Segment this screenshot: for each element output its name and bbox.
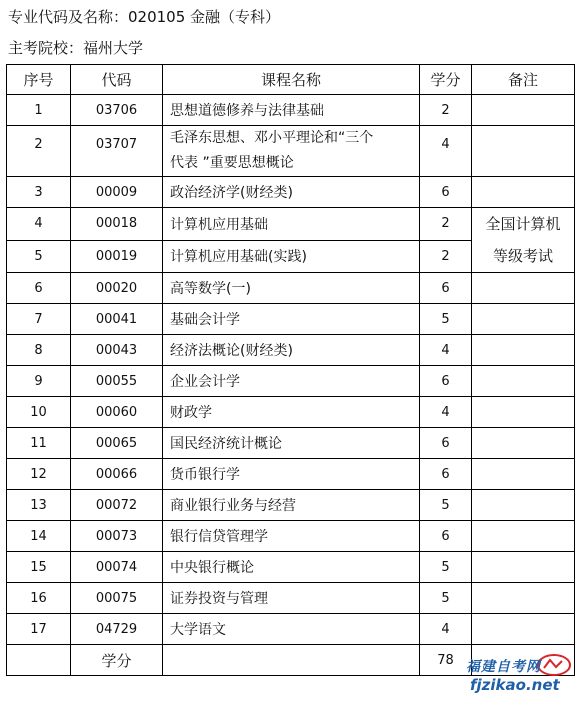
row-note — [472, 126, 575, 177]
row-code: 00009 — [71, 177, 163, 208]
stamp-logo-icon — [536, 652, 572, 678]
row-credits: 4 — [420, 126, 472, 177]
row-credits: 6 — [420, 459, 472, 490]
row-code: 03707 — [71, 126, 163, 177]
note-line: 等级考试 — [492, 247, 553, 265]
row-course-name: 大学语文 — [163, 614, 420, 645]
exam-school: 主考院校：福州大学 — [8, 39, 144, 57]
row-course-name: 中央银行概论 — [163, 552, 420, 583]
row-note — [472, 177, 575, 208]
row-credits: 5 — [420, 304, 472, 335]
table-row — [7, 428, 575, 459]
row-course-name: 商业银行业务与经营 — [163, 490, 420, 521]
row-no: 14 — [7, 521, 71, 552]
row-course-name: 国民经济统计概论 — [163, 428, 420, 459]
row-code: 00043 — [71, 335, 163, 366]
row-no: 2 — [7, 126, 71, 177]
row-course-name: 企业会计学 — [163, 366, 420, 397]
row-credits: 6 — [420, 366, 472, 397]
table-row — [7, 614, 575, 645]
row-course-name: 高等数学(一) — [163, 273, 420, 304]
table-row — [7, 177, 575, 208]
col-header-name: 课程名称 — [163, 65, 420, 95]
row-no: 11 — [7, 428, 71, 459]
row-credits: 2 — [420, 208, 472, 241]
row-course-name: 证券投资与管理 — [163, 583, 420, 614]
row-no: 10 — [7, 397, 71, 428]
row-note — [472, 366, 575, 397]
row-note — [472, 397, 575, 428]
row-no: 3 — [7, 177, 71, 208]
row-code: 04729 — [71, 614, 163, 645]
course-name-line: 代表 ”重要思想概论 — [170, 155, 294, 171]
total-label: 学分 — [71, 645, 163, 676]
row-credits: 6 — [420, 521, 472, 552]
table-row — [7, 397, 575, 428]
note-line: 全国计算机 — [485, 215, 561, 233]
row-no: 15 — [7, 552, 71, 583]
row-code: 00073 — [71, 521, 163, 552]
row-code: 03706 — [71, 95, 163, 126]
row-no: 6 — [7, 273, 71, 304]
row-code: 00066 — [71, 459, 163, 490]
row-credits: 6 — [420, 273, 472, 304]
row-no: 8 — [7, 335, 71, 366]
row-note — [472, 335, 575, 366]
row-credits: 5 — [420, 552, 472, 583]
row-course-name: 财政学 — [163, 397, 420, 428]
row-credits: 4 — [420, 397, 472, 428]
row-course-name: 基础会计学 — [163, 304, 420, 335]
row-course-name — [163, 126, 420, 177]
row-course-name: 经济法概论(财经类) — [163, 335, 420, 366]
row-note — [472, 521, 575, 552]
row-note — [472, 583, 575, 614]
row-code: 00060 — [71, 397, 163, 428]
row-note — [472, 459, 575, 490]
row-credits: 2 — [420, 240, 472, 273]
course-name-line: 毛泽东思想、邓小平理论和“三个 — [170, 130, 374, 146]
row-course-name: 货币银行学 — [163, 459, 420, 490]
col-header-code: 代码 — [71, 65, 163, 95]
row-course-name: 政治经济学(财经类) — [163, 177, 420, 208]
row-code: 00055 — [71, 366, 163, 397]
row-note — [472, 273, 575, 304]
table-row — [7, 583, 575, 614]
row-credits: 6 — [420, 428, 472, 459]
row-code: 00018 — [71, 208, 163, 241]
row-course-name: 计算机应用基础 — [163, 208, 420, 241]
row-credits: 4 — [420, 614, 472, 645]
col-header-credits: 学分 — [420, 65, 472, 95]
table-row — [7, 521, 575, 552]
row-code: 00041 — [71, 304, 163, 335]
row-note — [472, 552, 575, 583]
table-row — [7, 126, 575, 177]
row-note — [472, 304, 575, 335]
row-no: 4 — [7, 208, 71, 241]
watermark-url: fjzikao.net — [470, 676, 560, 694]
row-credits: 5 — [420, 583, 472, 614]
site-watermark — [448, 650, 578, 706]
table-row — [7, 208, 575, 241]
row-no: 1 — [7, 95, 71, 126]
row-note — [472, 95, 575, 126]
row-no: 7 — [7, 304, 71, 335]
row-code: 00075 — [71, 583, 163, 614]
watermark-title: 福建自考网 — [466, 659, 541, 675]
table-row — [7, 552, 575, 583]
row-note — [472, 490, 575, 521]
row-code: 00020 — [71, 273, 163, 304]
row-course-name: 思想道德修养与法律基础 — [163, 95, 420, 126]
row-no: 5 — [7, 240, 71, 273]
row-credits: 2 — [420, 95, 472, 126]
row-note — [472, 428, 575, 459]
total-blank-cell — [7, 645, 71, 676]
total-blank-cell — [163, 645, 420, 676]
table-row — [7, 335, 575, 366]
row-course-name: 银行信贷管理学 — [163, 521, 420, 552]
total-credits: 78 — [420, 645, 472, 676]
major-title: 专业代码及名称：020105 金融（专科） — [8, 8, 281, 26]
row-course-name: 计算机应用基础(实践) — [163, 240, 420, 273]
table-row — [7, 95, 575, 126]
row-no: 13 — [7, 490, 71, 521]
row-no: 9 — [7, 366, 71, 397]
table-row — [7, 459, 575, 490]
row-no: 12 — [7, 459, 71, 490]
table-row — [7, 273, 575, 304]
row-code: 00065 — [71, 428, 163, 459]
computer-exam-note — [472, 208, 575, 273]
table-row — [7, 366, 575, 397]
table-header-row — [7, 65, 575, 95]
table-row — [7, 304, 575, 335]
row-credits: 6 — [420, 177, 472, 208]
row-code: 00019 — [71, 240, 163, 273]
row-credits: 5 — [420, 490, 472, 521]
row-code: 00074 — [71, 552, 163, 583]
row-no: 17 — [7, 614, 71, 645]
row-code: 00072 — [71, 490, 163, 521]
row-note — [472, 614, 575, 645]
table-row — [7, 490, 575, 521]
col-header-note: 备注 — [472, 65, 575, 95]
course-table — [6, 64, 575, 676]
row-no: 16 — [7, 583, 71, 614]
row-credits: 4 — [420, 335, 472, 366]
col-header-no: 序号 — [7, 65, 71, 95]
